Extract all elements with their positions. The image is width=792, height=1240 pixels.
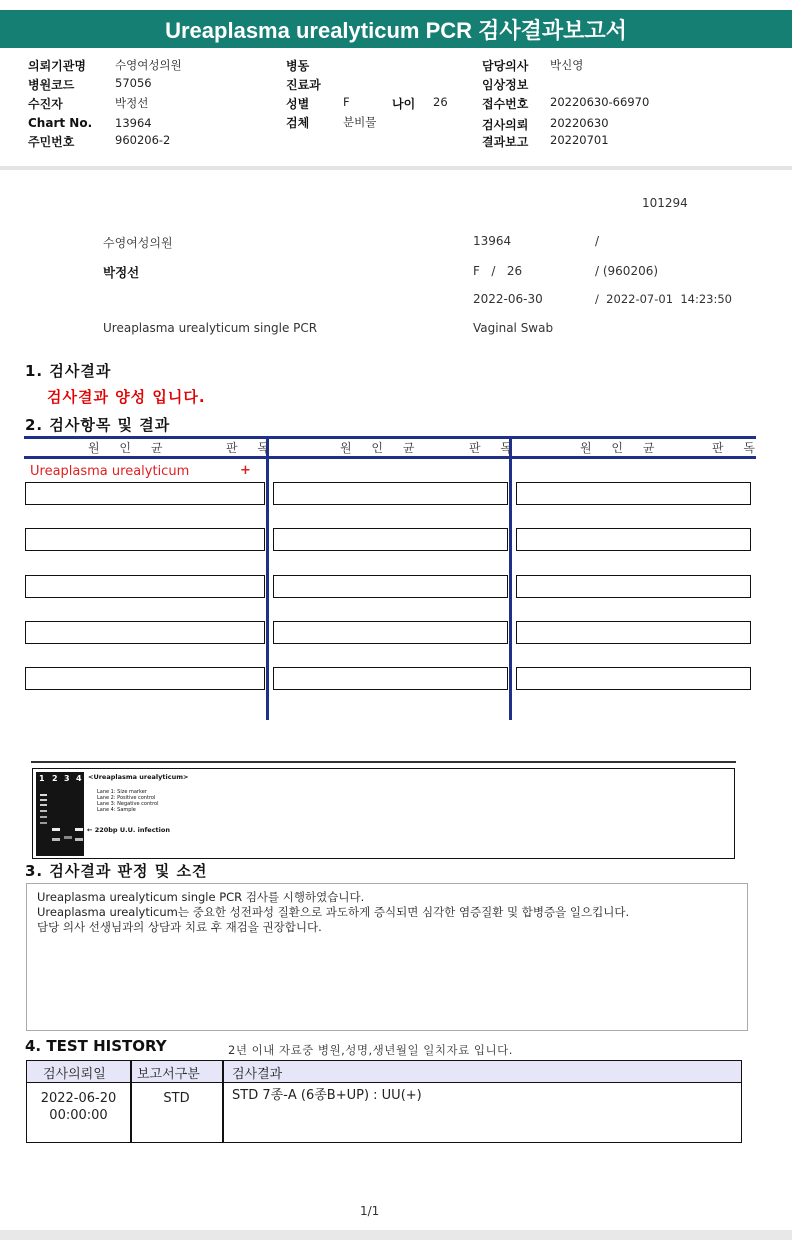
gel-lane-1: 1 (39, 774, 45, 783)
opinion-line: Ureaplasma urealyticum는 중요한 성전파성 질환으로 과도하게 증식되면 심각한 염증질환 및 합병증을 일으킵니다. (37, 905, 630, 919)
meta-code: 101294 (642, 196, 688, 210)
col-judge-header-3: 판 독 (712, 441, 763, 455)
table-header-line (24, 456, 756, 459)
col-judge-header-2: 판 독 (469, 441, 520, 455)
meta-collect-date: 2022-06-30 (473, 292, 543, 306)
department-label: 진료과 (286, 78, 321, 92)
history-row-time: 00:00:00 (49, 1108, 108, 1123)
page-number: 1/1 (360, 1204, 380, 1218)
gel-lane-3: 3 (64, 774, 70, 783)
gel-title: <Ureaplasma urealyticum> (88, 773, 189, 781)
report-date-value: 20220701 (550, 133, 609, 147)
result-cell (25, 621, 265, 644)
specimen-label: 검체 (286, 116, 310, 130)
receipt-no-value: 20220630-66970 (550, 95, 650, 109)
history-header-row (27, 1061, 741, 1083)
meta-birth: / (960206) (595, 264, 659, 278)
age-value: 26 (433, 95, 448, 109)
positive-result-text: 검사결과 양성 입니다. (47, 388, 206, 406)
result-cell (273, 667, 508, 690)
table-divider-1 (266, 436, 269, 720)
result-cell (516, 621, 751, 644)
ward-label: 병동 (286, 59, 310, 73)
section-2-title: 2. 검사항목 및 결과 (25, 416, 171, 434)
specimen-value: 분비물 (343, 115, 377, 129)
meta-institution: 수영여성의원 (103, 236, 173, 250)
gel-legend-item: Lane 1: Size marker (97, 789, 147, 795)
result-cell (516, 482, 751, 505)
history-row-result: STD 7종-A (6종B+UP) : UU(+) (232, 1088, 422, 1103)
chart-no-label: Chart No. (28, 116, 93, 130)
meta-report-time: / 2022-07-01 14:23:50 (595, 292, 732, 306)
result-cell (516, 528, 751, 551)
hospital-code-value: 57056 (115, 76, 152, 90)
result-cell (273, 482, 508, 505)
gel-lane-4: 4 (76, 774, 82, 783)
gel-band-label: ← 220bp U.U. infection (87, 826, 170, 834)
resident-no-value: 960206-2 (115, 133, 171, 147)
organism-name: Ureaplasma urealyticum (30, 464, 190, 479)
age-label: 나이 (392, 97, 416, 111)
gel-lane-2: 2 (52, 774, 58, 783)
result-cell (25, 528, 265, 551)
meta-test-name: Ureaplasma urealyticum single PCR (103, 321, 318, 335)
meta-specimen: Vaginal Swab (473, 321, 554, 335)
report-date-label: 결과보고 (482, 135, 529, 149)
request-date-label: 검사의뢰 (482, 118, 529, 132)
result-cell (273, 621, 508, 644)
meta-patient: 박정선 (103, 265, 140, 280)
gel-legend-item: Lane 4: Sample (97, 807, 136, 813)
gel-legend-item: Lane 3: Negative control (97, 801, 159, 807)
gel-legend-item: Lane 2: Positive control (97, 795, 156, 801)
history-note: 2년 이내 자료중 병원,성명,생년월일 일치자료 입니다. (228, 1043, 513, 1057)
page-bottom-bar (0, 1230, 792, 1240)
opinion-line: 담당 의사 선생님과의 상담과 치료 후 재검을 권장합니다. (37, 920, 322, 934)
result-cell (25, 482, 265, 505)
request-date-value: 20220630 (550, 116, 609, 130)
history-header-date: 검사의뢰일 (43, 1067, 106, 1082)
meta-slash: / (595, 234, 600, 248)
doctor-value: 박신영 (550, 58, 584, 72)
history-header-result: 검사결과 (232, 1067, 283, 1082)
history-col-divider (222, 1061, 224, 1142)
result-cell (273, 528, 508, 551)
meta-sex-age: F / 26 (473, 264, 523, 278)
gel-top-rule (31, 761, 736, 763)
organism-judgement: + (240, 463, 251, 478)
report-title: Ureaplasma urealyticum PCR 검사결과보고서 (0, 10, 792, 48)
patient-value: 박정선 (115, 96, 149, 110)
section-3-title: 3. 검사결과 판정 및 소견 (25, 862, 208, 880)
result-cell (273, 575, 508, 598)
table-divider-2 (509, 436, 512, 720)
opinion-box (26, 883, 748, 1031)
opinion-line: Ureaplasma urealyticum single PCR 검사를 시행하였습니다. (37, 890, 365, 904)
history-row-date: 2022-06-20 (40, 1091, 117, 1106)
receipt-no-label: 접수번호 (482, 97, 529, 111)
gel-electrophoresis-image (36, 772, 84, 856)
meta-chart-no: 13964 (473, 234, 512, 248)
result-cell (516, 667, 751, 690)
chart-no-value: 13964 (115, 116, 152, 130)
sex-label: 성별 (286, 97, 310, 111)
col-cause-header-3: 원 인 균 (580, 441, 663, 455)
hospital-code-label: 병원코드 (28, 78, 75, 92)
history-table (26, 1060, 742, 1143)
history-row-type: STD (163, 1091, 190, 1106)
col-cause-header-1: 원 인 균 (88, 441, 171, 455)
history-header-type: 보고서구분 (137, 1067, 200, 1082)
doctor-label: 담당의사 (482, 59, 529, 73)
col-judge-header-1: 판 독 (226, 441, 277, 455)
clinical-info-label: 임상정보 (482, 78, 529, 92)
section-4-title: 4. TEST HISTORY (25, 1037, 167, 1055)
resident-no-label: 주민번호 (28, 135, 75, 149)
institution-label: 의뢰기관명 (28, 59, 86, 73)
header-separator (0, 166, 792, 170)
col-cause-header-2: 원 인 균 (340, 441, 423, 455)
result-cell (25, 667, 265, 690)
result-cell (516, 575, 751, 598)
gel-panel (32, 768, 735, 859)
sex-value: F (343, 95, 350, 109)
result-cell (25, 575, 265, 598)
section-1-title: 1. 검사결과 (25, 362, 112, 380)
institution-value: 수영여성의원 (115, 58, 182, 72)
patient-label: 수진자 (28, 97, 63, 111)
